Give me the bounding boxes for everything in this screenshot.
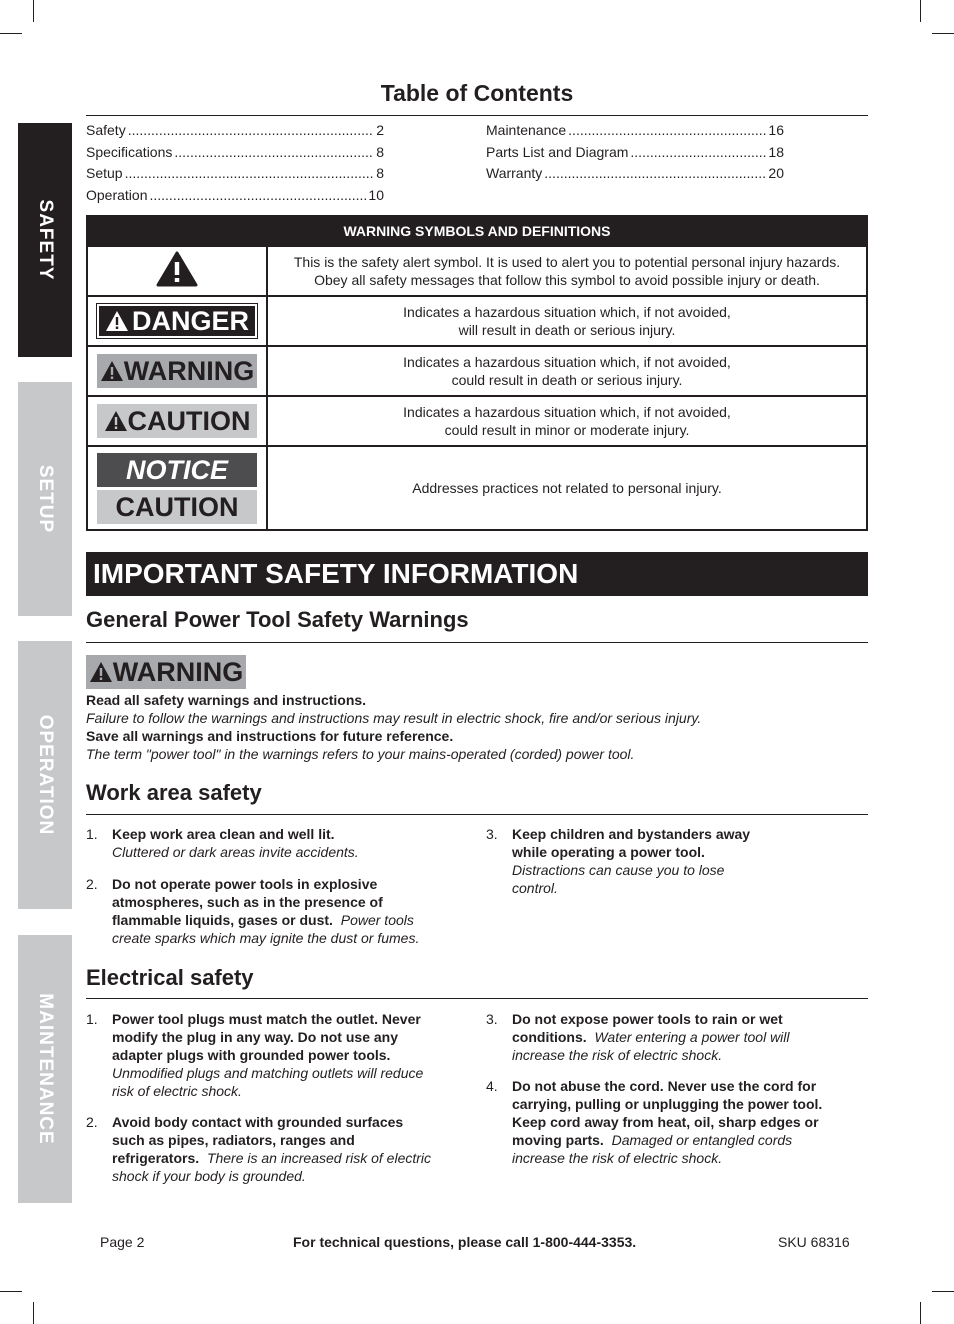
warning-triangle-icon <box>105 310 129 332</box>
tab-label: MAINTENANCE <box>35 993 56 1145</box>
text-line: Failure to follow the warnings and instructions may result in electric shock, fire and/or serious injury. <box>86 710 702 726</box>
toc-right-column <box>486 122 784 187</box>
section-heading: General Power Tool Safety Warnings <box>86 607 469 632</box>
crop-mark <box>33 0 34 22</box>
caution-signal: CAUTION <box>97 490 257 524</box>
toc-entry[interactable]: Specifications ..... 8 <box>86 144 384 166</box>
tab-safety[interactable] <box>18 123 72 357</box>
safety-alert-icon <box>156 251 198 287</box>
toc-entry[interactable]: Maintenance ..... 16 <box>486 122 784 144</box>
sku-label: SKU 68316 <box>778 1234 850 1250</box>
definition-cell: Addresses practices not related to personal injury. <box>267 446 867 530</box>
divider <box>86 998 868 999</box>
caution-cell <box>87 396 267 446</box>
toc-entry[interactable]: Safety ..... 2 <box>86 122 384 144</box>
toc-entry[interactable]: Operation ..... 10 <box>86 187 384 209</box>
crop-mark <box>33 1302 34 1324</box>
danger-signal: DANGER <box>97 304 257 338</box>
warning-signal: WARNING <box>86 655 246 689</box>
tab-operation[interactable] <box>18 641 72 909</box>
tab-setup[interactable] <box>18 382 72 616</box>
warning-triangle-icon <box>100 360 124 382</box>
text-line: Read all safety warnings and instructions. <box>86 692 367 708</box>
page-number: Page 2 <box>100 1234 145 1250</box>
text-line: The term "power tool" in the warnings refers to your mains-operated (corded) power tool. <box>86 746 635 762</box>
toc-entry[interactable]: Setup ..... 8 <box>86 165 384 187</box>
safety-alert-cell <box>87 246 267 296</box>
general-warnings-text <box>86 691 701 763</box>
caution-signal: CAUTION <box>97 404 257 438</box>
warning-cell <box>87 346 267 396</box>
toc-title: Table of Contents <box>380 80 574 106</box>
crop-mark <box>0 33 22 34</box>
notice-signal: NOTICE <box>97 453 257 487</box>
section-heading: Work area safety <box>86 780 262 805</box>
crop-mark <box>932 1291 954 1292</box>
divider <box>86 642 868 643</box>
table-header: WARNING SYMBOLS AND DEFINITIONS <box>87 216 867 246</box>
tab-label: OPERATION <box>35 714 56 836</box>
divider <box>86 814 868 815</box>
text-line: Save all warnings and instructions for future reference. <box>86 728 454 744</box>
crop-mark <box>920 0 921 22</box>
crop-mark <box>932 33 954 34</box>
warning-triangle-icon <box>89 661 113 683</box>
warning-symbols-table <box>86 215 868 531</box>
section-banner: IMPORTANT SAFETY INFORMATION <box>86 552 868 596</box>
crop-mark <box>920 1302 921 1324</box>
crop-mark <box>0 1291 22 1292</box>
tab-label: SETUP <box>35 464 56 534</box>
warning-signal: WARNING <box>97 354 257 388</box>
toc-entry[interactable]: Warranty ..... 20 <box>486 165 784 187</box>
definition-cell: Indicates a hazardous situation which, if not avoided, will result in death or serious injury. <box>267 296 867 346</box>
definition-cell: This is the safety alert symbol. It is used to alert you to potential personal injury hazards. Obey all safety messages that follow this symbol to avoid possible injury or death. <box>267 246 867 296</box>
tab-label: SAFETY <box>35 199 56 281</box>
tab-maintenance[interactable] <box>18 935 72 1203</box>
toc-left-column <box>86 122 384 208</box>
danger-cell <box>87 296 267 346</box>
definition-cell: Indicates a hazardous situation which, if not avoided, could result in death or serious injury. <box>267 346 867 396</box>
tech-support-line: For technical questions, please call 1-800-444-3353. <box>293 1234 637 1250</box>
definition-cell: Indicates a hazardous situation which, if not avoided, could result in minor or moderate injury. <box>267 396 867 446</box>
notice-caution-cell <box>87 446 267 530</box>
toc-entry[interactable]: Parts List and Diagram ..... 18 <box>486 144 784 166</box>
warning-triangle-icon <box>104 410 128 432</box>
divider <box>86 115 868 116</box>
section-heading: Electrical safety <box>86 965 254 990</box>
